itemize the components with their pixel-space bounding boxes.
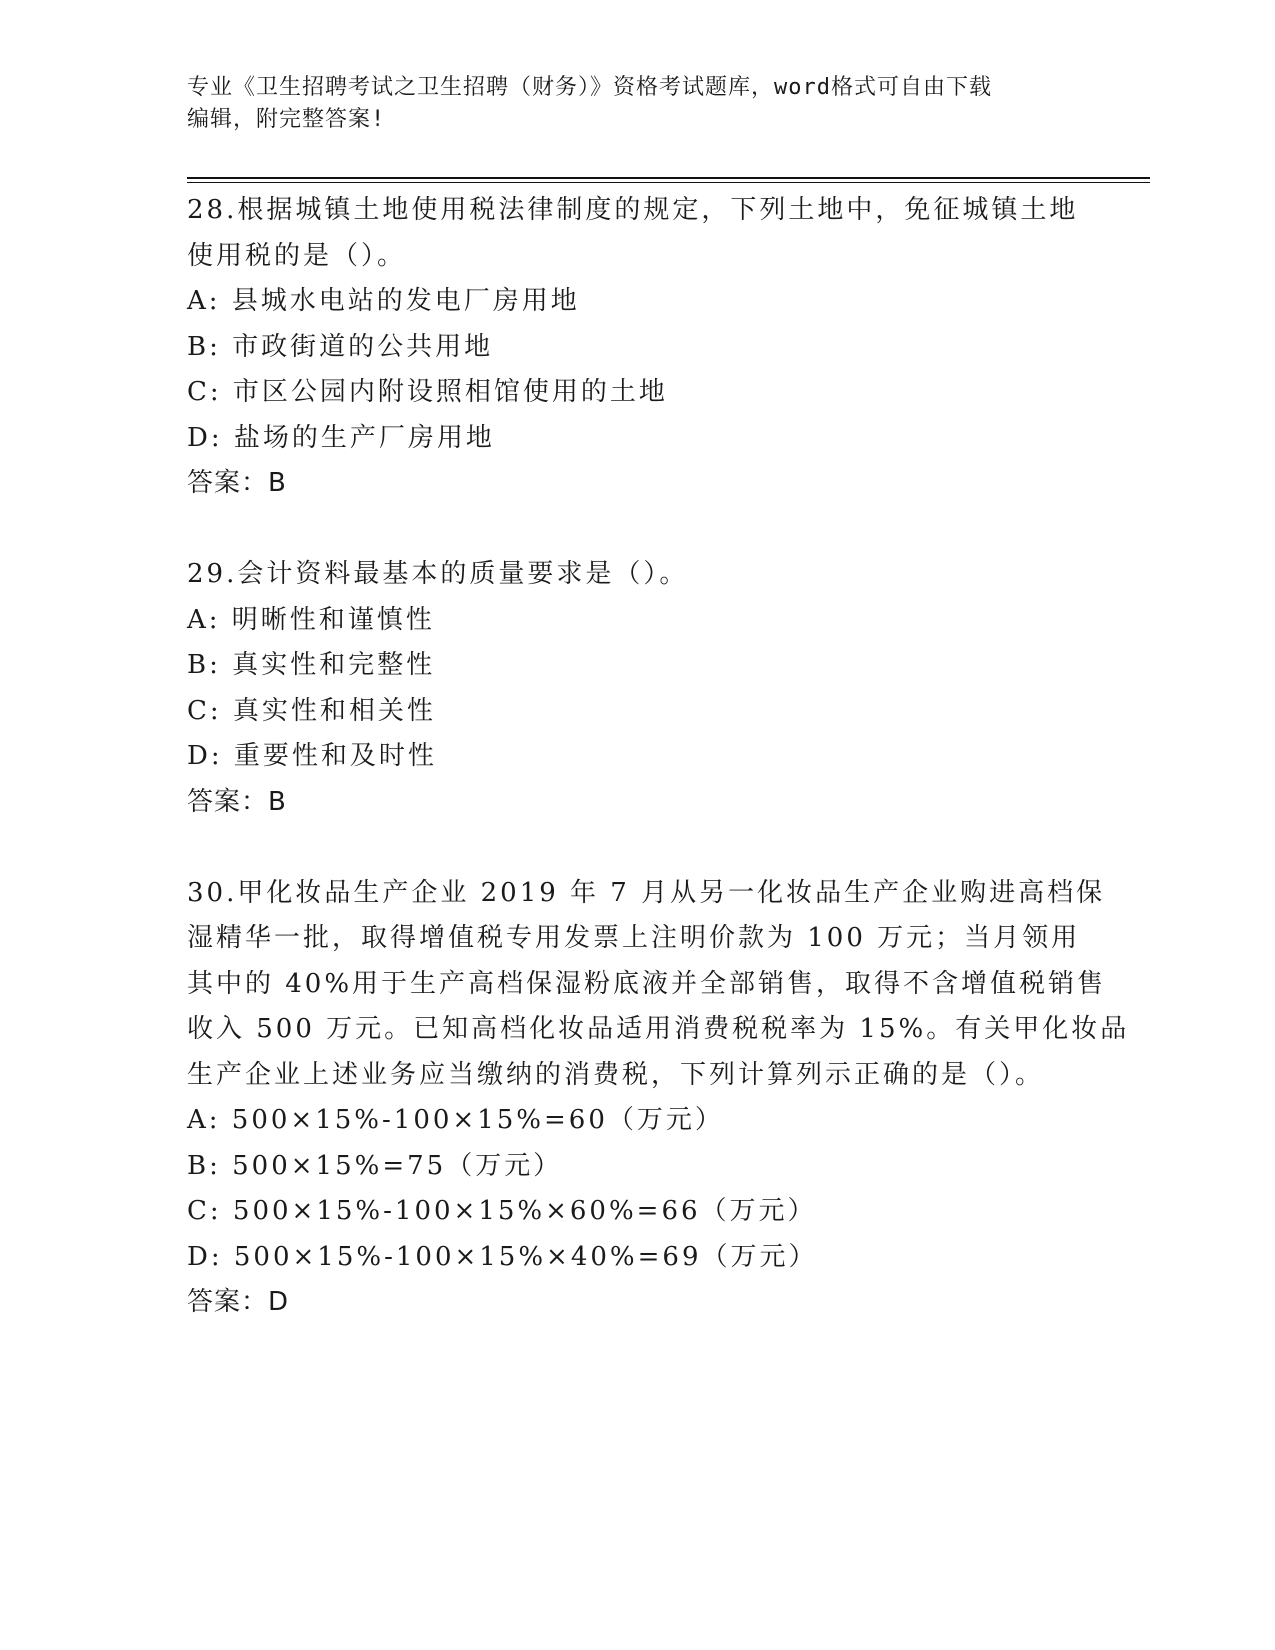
question-stem-line: 30.甲化妆品生产企业 2019 年 7 月从另一化妆品生产企业购进高档保: [187, 877, 1106, 908]
question-list: [187, 188, 1130, 1326]
answer-line: 答案：B: [187, 786, 287, 817]
option-b: B: 真实性和完整性: [187, 650, 436, 680]
answer-line: 答案：B: [187, 468, 287, 498]
option-a: A: 县城水电站的发电厂房用地: [187, 286, 580, 316]
option-d: D: 500×15%-100×15%×40%=69（万元）: [187, 1241, 818, 1272]
header-line-1: 专业《卫生招聘考试之卫生招聘（财务）》资格考试题库，word格式可自由下载: [187, 75, 992, 100]
header-line-2: 编辑，附完整答案!: [187, 107, 386, 132]
option-d: D: 重要性和及时性: [187, 741, 437, 771]
document-header: [187, 72, 1067, 136]
question-stem-line: 生产企业上述业务应当缴纳的消费税，下列计算列示正确的是（）。: [187, 1059, 1045, 1090]
question-stem-line: 使用税的是（）。: [187, 240, 407, 271]
question-30: [187, 871, 1130, 1326]
question-29: [187, 552, 1087, 825]
question-stem-line: 收入 500 万元。已知高档化妆品适用消费税税率为 15%。有关甲化妆品: [187, 1014, 1130, 1044]
option-a: A: 明晰性和谨慎性: [187, 604, 435, 635]
option-b: B: 500×15%=75（万元）: [187, 1150, 563, 1181]
option-c: C: 真实性和相关性: [187, 695, 436, 726]
option-d: D: 盐场的生产厂房用地: [187, 422, 495, 453]
question-28: [187, 188, 1087, 507]
header-divider-thin: [187, 182, 1150, 183]
question-stem-line: 湿精华一批，取得增值税专用发票上注明价款为 100 万元；当月领用: [187, 923, 1081, 953]
option-c: C: 市区公园内附设照相馆使用的土地: [187, 377, 668, 407]
question-stem-line: 29.会计资料最基本的质量要求是（）。: [187, 559, 689, 589]
question-stem-line: 28.根据城镇土地使用税法律制度的规定，下列土地中，免征城镇土地: [187, 195, 1079, 225]
question-stem-line: 其中的 40%用于生产高档保湿粉底液并全部销售，取得不含增值税销售: [187, 968, 1107, 999]
option-a: A: 500×15%-100×15%=60（万元）: [187, 1105, 724, 1135]
answer-line: 答案：D: [187, 1287, 290, 1317]
option-b: B: 市政街道的公共用地: [187, 331, 494, 362]
question-spacer: [187, 825, 1087, 871]
question-spacer: [187, 507, 1087, 553]
option-c: C: 500×15%-100×15%×60%=66（万元）: [187, 1196, 817, 1226]
header-divider-thick: [187, 177, 1150, 179]
